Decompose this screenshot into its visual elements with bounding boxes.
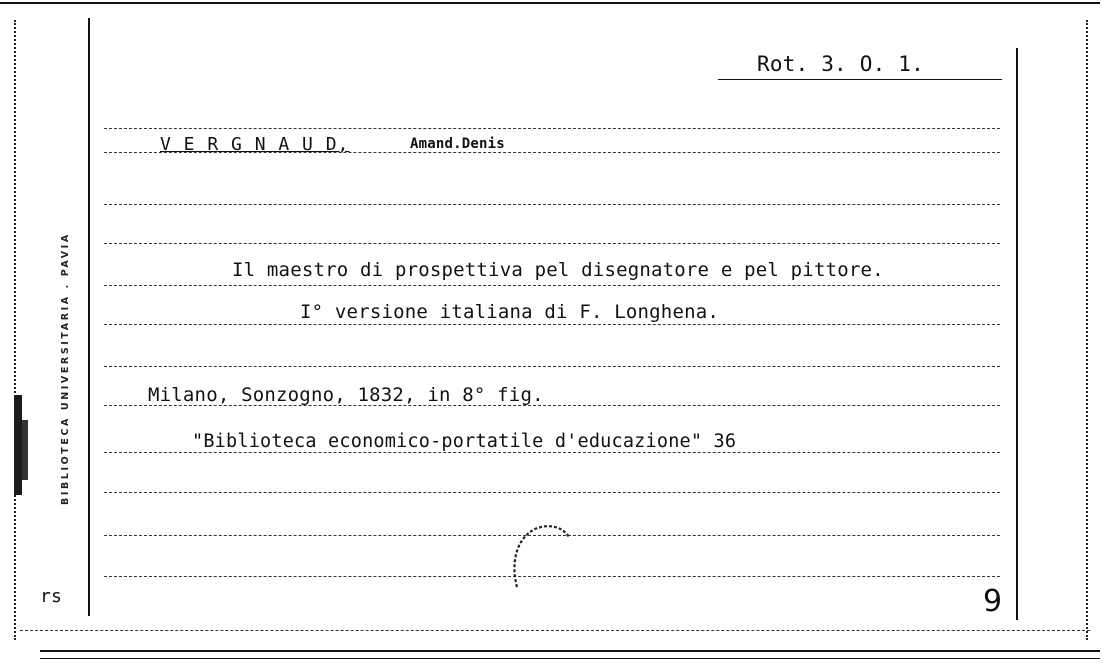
library-stamp: BIBLIOTECA UNIVERSITARIA . PAVIA [60,232,71,505]
left-edge-smudge [14,395,22,495]
author-given-names: Amand.Denis [410,136,505,152]
author-surname: V E R G N A U D, [160,134,350,155]
top-edge-line [0,2,1100,4]
hole-punch-mark [505,515,585,595]
rule-line [104,285,1000,286]
rule-line [104,243,1000,244]
series-statement: "Biblioteca economico-portatile d'educazione" 36 [192,431,737,452]
bottom-edge-line-2 [40,658,1100,659]
rule-line [104,128,1000,129]
shelfmark: Rot. 3. O. 1. [757,52,924,76]
left-margin-line [88,18,90,616]
corner-mark: rs [40,586,63,607]
rule-line [104,366,1000,367]
left-edge-smudge [22,420,28,480]
imprint: Milano, Sonzogno, 1832, in 8° fig. [148,384,544,406]
rule-line [104,324,1000,325]
shelfmark-underline [718,79,1002,80]
rule-line [104,204,1000,205]
bottom-dashed-line [20,630,1090,631]
left-edge-dots [14,20,16,640]
right-edge-dots [1086,20,1088,640]
rule-line [104,492,1000,493]
rule-line [104,452,1000,453]
title-line-2: I° versione italiana di F. Longhena. [300,301,720,323]
title-line-1: Il maestro di prospettiva pel disegnatore e pel pittore. [232,259,884,281]
bottom-edge-line-1 [40,650,1100,652]
card-number: 9 [983,584,1003,619]
right-margin-line [1016,48,1018,620]
